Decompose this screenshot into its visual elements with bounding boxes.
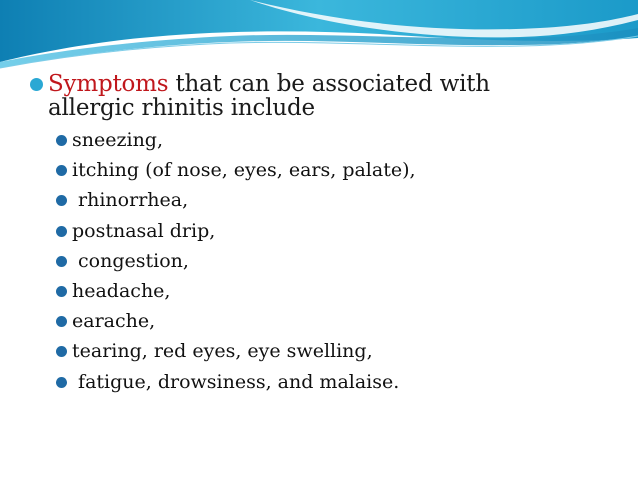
list-item	[56, 249, 628, 279]
list-item-text: sneezing,	[72, 129, 164, 151]
sub-bullet-icon	[56, 316, 67, 327]
slide-content	[28, 72, 628, 400]
sub-bullet-icon	[56, 377, 67, 388]
symptom-list	[28, 128, 628, 400]
list-item-text: congestion,	[72, 249, 189, 272]
main-text-line2: allergic rhinitis include	[48, 95, 315, 121]
list-item	[56, 279, 628, 309]
list-item	[56, 128, 628, 158]
header-wave-decoration	[0, 0, 638, 80]
list-item	[56, 309, 628, 339]
accent-word: Symptoms	[48, 71, 169, 97]
list-item-text: tearing, red eyes, eye swelling,	[72, 340, 373, 363]
list-item	[56, 219, 628, 249]
sub-bullet-icon	[56, 135, 67, 146]
sub-bullet-icon	[56, 195, 67, 206]
list-item	[56, 370, 628, 400]
list-item	[56, 188, 628, 218]
sub-bullet-icon	[56, 346, 67, 357]
list-item-text: itching (of nose, eyes, ears, palate),	[72, 159, 416, 182]
list-item-text: fatigue, drowsiness, and malaise.	[72, 370, 400, 393]
list-item-text: rhinorrhea,	[72, 189, 189, 212]
main-text-line1: that can be associated with	[168, 71, 490, 97]
list-item-text: earache,	[72, 310, 156, 333]
sub-bullet-icon	[56, 165, 67, 176]
list-item	[56, 339, 628, 369]
list-item-text: headache,	[72, 279, 171, 302]
sub-bullet-icon	[56, 226, 67, 237]
list-item-text: postnasal drip,	[72, 219, 216, 242]
sub-bullet-icon	[56, 256, 67, 267]
main-bullet-icon	[30, 78, 43, 91]
list-item	[56, 158, 628, 188]
main-bullet-point	[28, 72, 628, 120]
sub-bullet-icon	[56, 286, 67, 297]
